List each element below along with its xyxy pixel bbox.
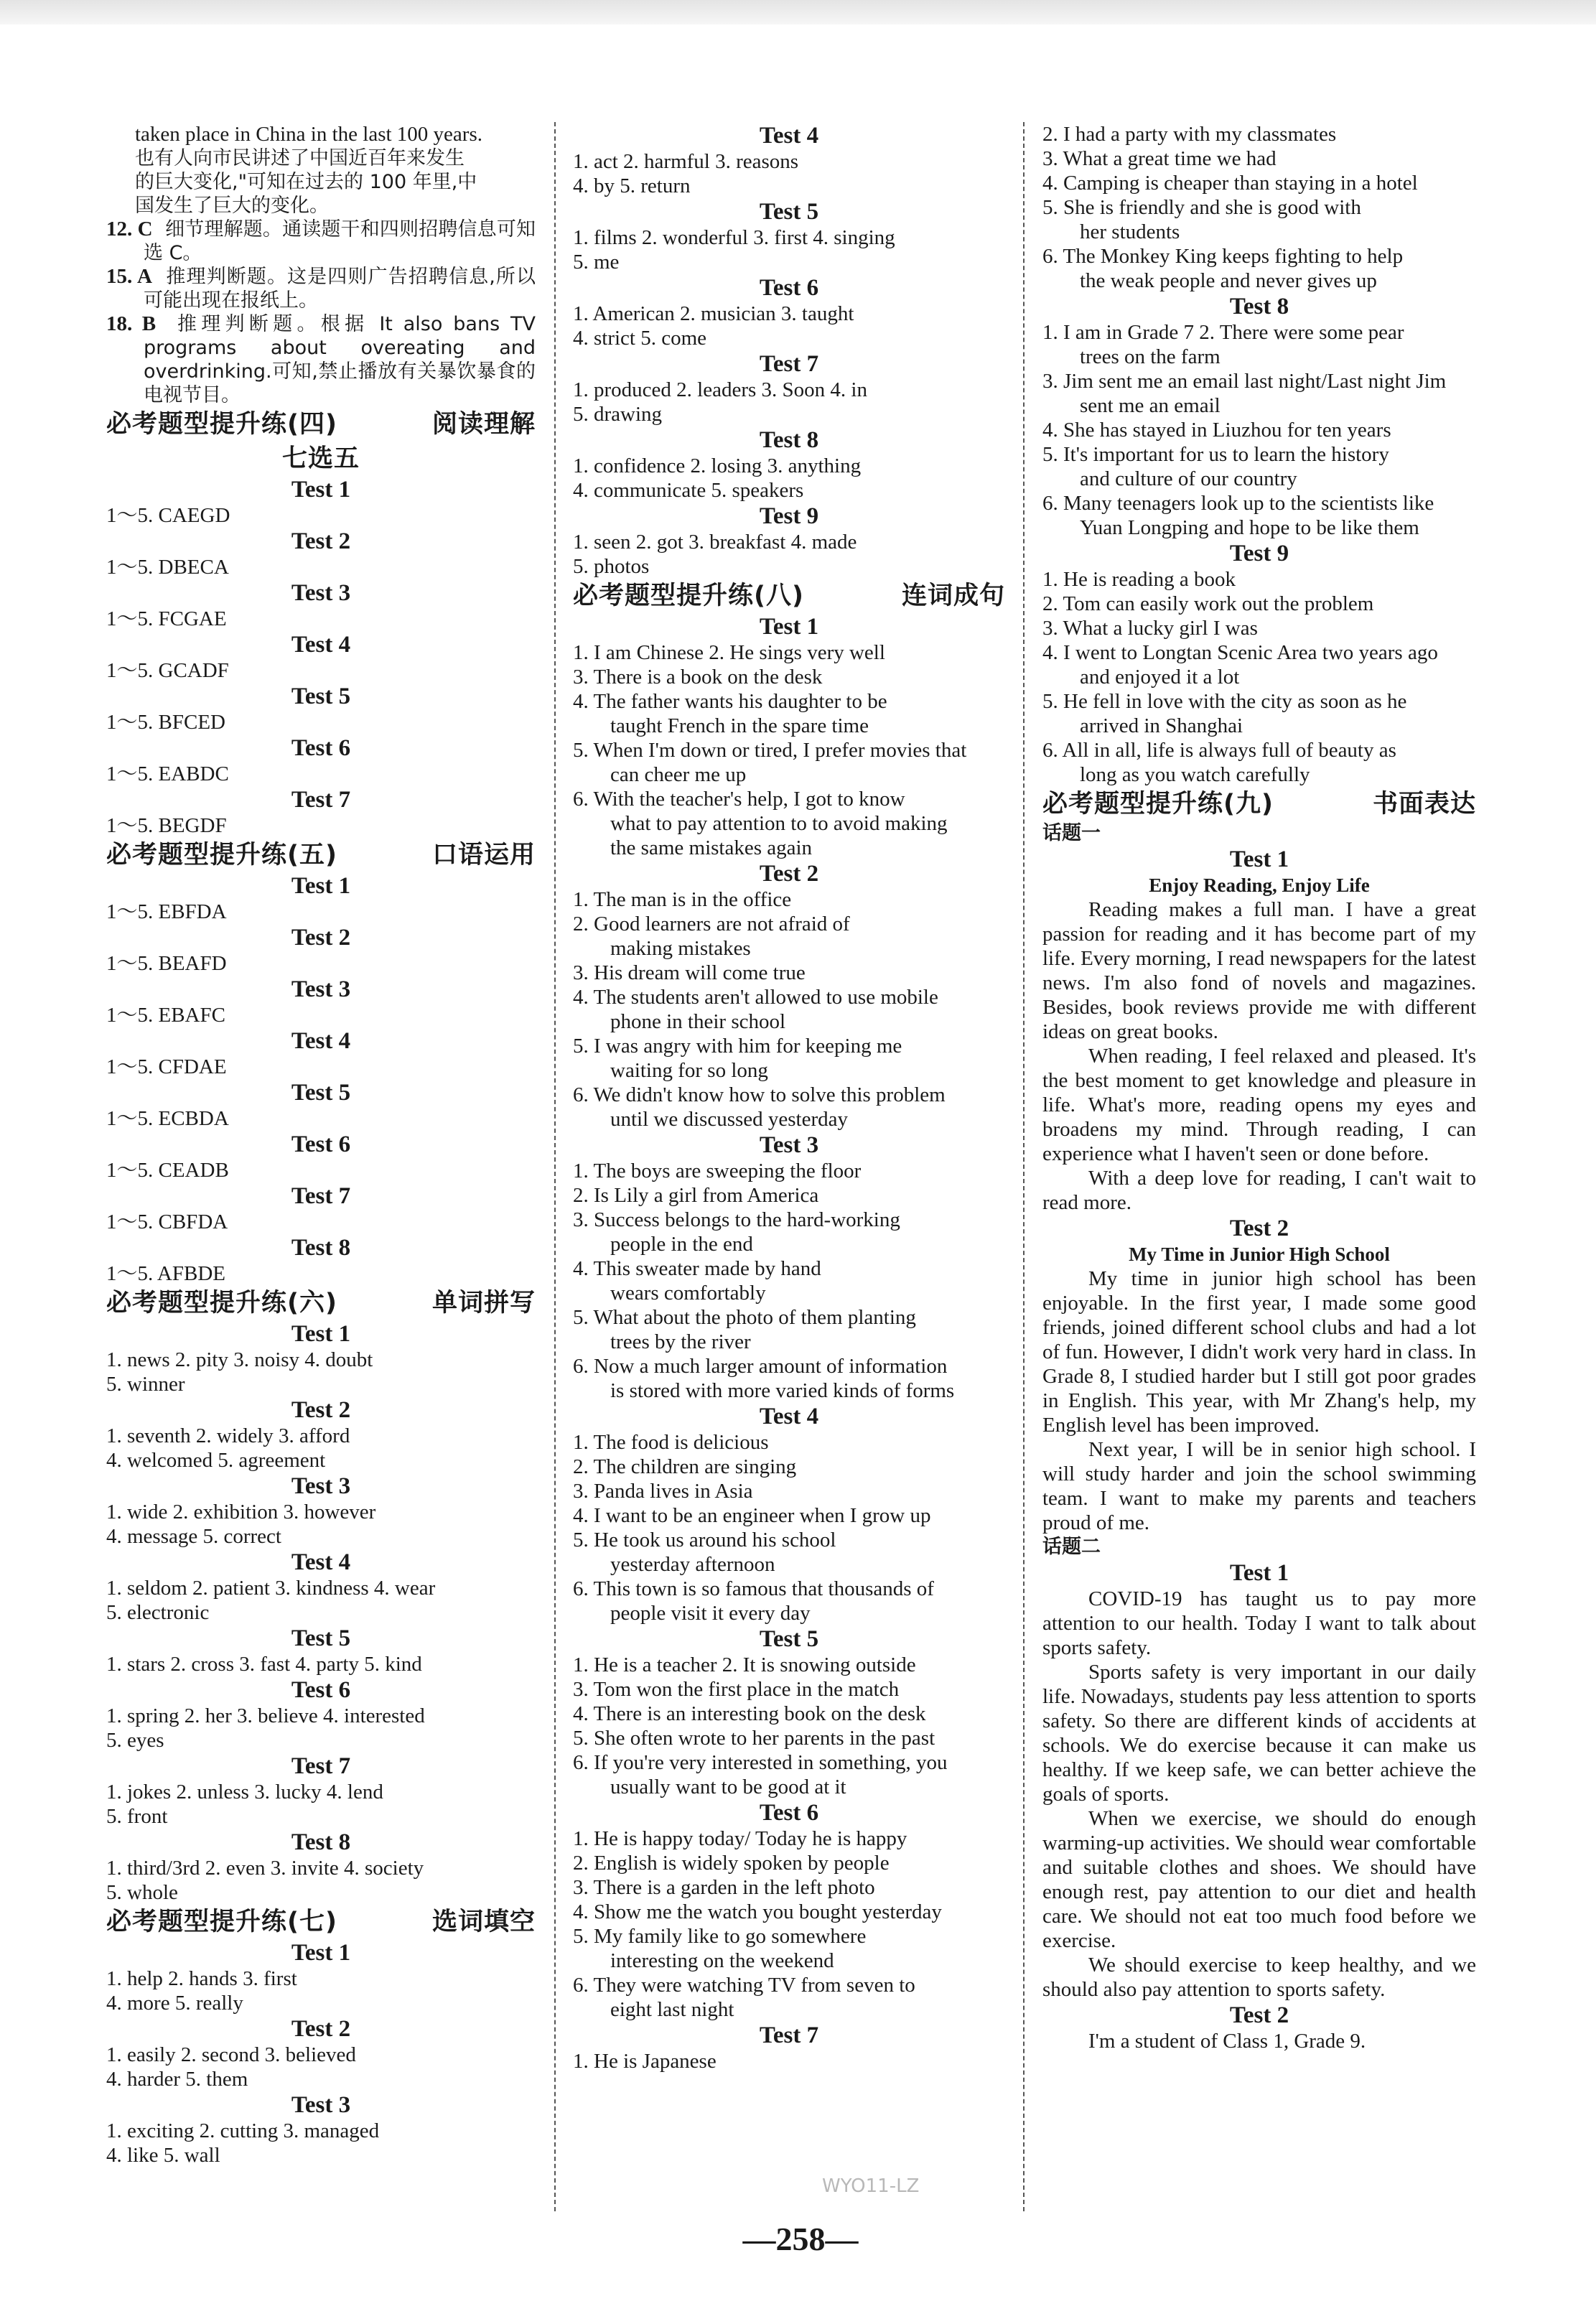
answer-line: 1～5. CFDAE <box>106 1055 227 1078</box>
test-block <box>573 198 1005 274</box>
test-title: Test 2 <box>291 2016 351 2042</box>
explanation-text: 推理判断题。根据 It also bans TV programs about overeating and overdrinking.可知,禁止播放有关暴饮暴食的电视节目。 <box>144 313 536 406</box>
test-block <box>106 786 536 838</box>
section-heading-4 <box>106 407 536 442</box>
test-title: Test 1 <box>291 873 351 899</box>
answer-line: 1. spring 2. her 3. believe 4. interested <box>106 1704 425 1727</box>
test-block <box>573 503 1005 579</box>
answer-line: 5. He took us around his school <box>573 1529 836 1552</box>
test-list <box>106 872 536 1286</box>
answer-line: 4. more 5. really <box>106 1992 243 2015</box>
test-block <box>1042 540 1476 787</box>
answer-line: 2. Tom can easily work out the problem <box>1042 592 1374 615</box>
test-block <box>106 1549 536 1625</box>
answer-line: 1. confidence 2. losing 3. anything <box>573 454 862 477</box>
answer-line: Yuan Longping and hope to be like them <box>1080 516 1419 539</box>
test-block <box>106 1625 536 1676</box>
answer-line: people visit it every day <box>610 1602 811 1625</box>
answer-line: until we discussed yesterday <box>610 1108 849 1131</box>
answer-line: 4. strict 5. come <box>573 327 707 350</box>
test-block <box>106 683 536 734</box>
answer-line: long as you watch carefully <box>1080 763 1310 786</box>
answer-line: her students <box>1080 220 1180 243</box>
test-block <box>106 872 536 924</box>
answer-line: 1. produced 2. leaders 3. Soon 4. in <box>573 378 867 401</box>
test-block <box>106 1676 536 1753</box>
test-block <box>106 1939 536 2015</box>
answer-line: 1. stars 2. cross 3. fast 4. party 5. kind <box>106 1653 422 1676</box>
test-title: Test 7 <box>759 351 819 377</box>
section-heading-main: 必考题型提升练(九) <box>1042 790 1274 818</box>
test-block <box>573 613 1005 860</box>
test-title: Test 6 <box>291 1131 351 1157</box>
answer-line: 1～5. EABDC <box>106 762 229 785</box>
test-title: Test 1 <box>1229 1560 1289 1586</box>
test-title: Test 5 <box>291 1625 351 1651</box>
answer-line: usually want to be good at it <box>610 1776 846 1798</box>
answer-line: making mistakes <box>610 937 751 960</box>
answer-line: 1. The boys are sweeping the floor <box>573 1160 862 1182</box>
section-heading-main: 必考题型提升练(五) <box>106 841 337 869</box>
answer-line: 1～5. GCADF <box>106 659 229 682</box>
answer-line: 1. help 2. hands 3. first <box>106 1967 297 1990</box>
answer-line: 5. electronic <box>106 1601 210 1624</box>
answer-line: wears comfortably <box>610 1282 766 1305</box>
essay-paragraph: COVID-19 has taught us to pay more attention to our health. Today I want to talk about sports safety. <box>1042 1587 1476 1659</box>
answer-line: 3. What a lucky girl I was <box>1042 617 1258 640</box>
test-block <box>573 1403 1005 1625</box>
answer-line: 5. me <box>573 251 620 274</box>
answer-explanation-12 <box>106 218 536 265</box>
test-block <box>106 924 536 976</box>
essay-paragraph: Next year, I will be in senior high school. I will study harder and join the school swimming team. I want to make my parents and teachers proud of me. <box>1042 1438 1476 1534</box>
answer-line: 5. front <box>106 1805 168 1828</box>
test-title: Test 5 <box>291 683 351 709</box>
test-title: Test 5 <box>759 1626 819 1652</box>
answer-line: the same mistakes again <box>610 836 813 859</box>
answer-line: 1. I am in Grade 7 2. There were some pear <box>1042 321 1404 344</box>
essay-body <box>1042 1587 1476 2002</box>
test-title: Test 2 <box>759 861 819 887</box>
answer-line: 1～5. CAEGD <box>106 504 230 527</box>
intro-line-en: taken place in China in the last 100 years. <box>135 123 482 146</box>
answer-line: 1～5. DBECA <box>106 556 229 579</box>
test-title: Test 8 <box>1229 294 1289 319</box>
test-list <box>106 476 536 838</box>
test-title: Test 7 <box>291 1753 351 1779</box>
answer-line: 6. The Monkey King keeps fighting to help <box>1042 245 1404 268</box>
answer-line: trees on the farm <box>1080 345 1221 368</box>
essay-paragraph: We should exercise to keep healthy, and we should also pay attention to sports safety. <box>1042 1954 1476 2001</box>
answer-line: 1. seen 2. got 3. breakfast 4. made <box>573 531 857 554</box>
answer-line: 4. The father wants his daughter to be <box>573 690 887 713</box>
test-block <box>106 1079 536 1131</box>
answer-line: 3. What a great time we had <box>1042 147 1277 170</box>
answer-line: 3. Jim sent me an email last night/Last night Jim <box>1042 370 1447 393</box>
test-title: Test 6 <box>291 1677 351 1703</box>
section-heading-9 <box>1042 787 1476 821</box>
test-block <box>106 1131 536 1182</box>
answer-explanation-15 <box>106 265 536 312</box>
answer-line: 3. There is a garden in the left photo <box>573 1876 875 1899</box>
answer-line: 1. wide 2. exhibition 3. however <box>106 1501 376 1524</box>
answer-line: 4. She has stayed in Liuzhou for ten years <box>1042 419 1391 442</box>
section-heading-sub: 连词成句 <box>901 582 1005 610</box>
test-block <box>106 1473 536 1549</box>
answer-line: 2. The children are singing <box>573 1455 797 1478</box>
answer-line: 1. The food is delicious <box>573 1431 769 1454</box>
answer-line: 4. This sweater made by hand <box>573 1257 821 1280</box>
section-heading-sub: 口语运用 <box>431 841 536 869</box>
answer-line: 3. Panda lives in Asia <box>573 1480 753 1503</box>
section-heading-sub: 阅读理解 <box>431 410 536 439</box>
answer-line: 1～5. CBFDA <box>106 1210 228 1233</box>
test-title: Test 6 <box>759 275 819 301</box>
answer-line: 2. I had a party with my classmates <box>1042 123 1337 146</box>
answer-lead: 18. B <box>106 312 157 335</box>
page-number: —258— <box>742 2221 859 2257</box>
answer-line: 6. This town is so famous that thousands of <box>573 1577 934 1600</box>
answer-line: 1. American 2. musician 3. taught <box>573 302 854 325</box>
test-list <box>573 613 1005 2073</box>
answer-line: 3. There is a book on the desk <box>573 666 823 689</box>
test-block <box>106 1320 536 1396</box>
answer-line: 2. Is Lily a girl from America <box>573 1184 819 1207</box>
test-block <box>106 1829 536 1905</box>
answer-line: 3. Success belongs to the hard-working <box>573 1208 900 1231</box>
scan-watermark: WYO11-LZ <box>822 2175 920 2197</box>
essay-paragraph: When reading, I feel relaxed and pleased. It's the best moment to get knowledge and pleasure in life. What's more, reading opens my eyes and broadens my mind. Through reading, I can experience what I haven't seen or done before. <box>1042 1045 1476 1165</box>
section-heading-sub2: 七选五 <box>281 444 360 473</box>
essay-paragraph: I'm a student of Class 1, Grade 9. <box>1088 2030 1366 2053</box>
answer-line: what to pay attention to to avoid making <box>610 812 948 835</box>
answer-line: 5. It's important for us to learn the history <box>1042 443 1389 466</box>
answer-line: 4. Camping is cheaper than staying in a hotel <box>1042 172 1418 195</box>
answer-line: and enjoyed it a lot <box>1080 666 1240 689</box>
test-title: Test 3 <box>291 1473 351 1499</box>
essay-paragraph: My time in junior high school has been enjoyable. In the first year, I made some good friends, joined different school clubs and had a lot of fun. However, I didn't work very hard in class. In Grade 8, I studied harder but I still got poor grades in English. This year, with Mr Zhang's help, my English level has been improved. <box>1042 1267 1476 1437</box>
answer-line: 4. like 5. wall <box>106 2144 220 2167</box>
answer-line: 4. message 5. correct <box>106 1525 281 1548</box>
answer-line: sent me an email <box>1080 394 1221 417</box>
essay-body <box>1042 1266 1476 1535</box>
answer-line: 5. He fell in love with the city as soon as he <box>1042 690 1407 713</box>
test-title: Test 8 <box>291 1235 351 1261</box>
test-block <box>573 1131 1005 1403</box>
essay-title: Enjoy Reading, Enjoy Life <box>1149 874 1370 896</box>
answer-line: 5. She often wrote to her parents in the past <box>573 1727 935 1750</box>
test-block <box>106 976 536 1027</box>
answer-line: 1. jokes 2. unless 3. lucky 4. lend <box>106 1781 383 1804</box>
answer-lead: 12. C <box>106 218 153 241</box>
answer-explanation-18 <box>106 312 536 407</box>
test-title: Test 4 <box>291 632 351 658</box>
answer-line: 3. His dream will come true <box>573 961 806 984</box>
test-block <box>573 860 1005 1131</box>
test-title: Test 4 <box>759 123 819 149</box>
answer-line: yesterday afternoon <box>610 1553 775 1576</box>
test-block <box>573 122 1005 198</box>
section-heading-main: 必考题型提升练(八) <box>573 582 804 610</box>
section-heading-8 <box>573 579 1005 613</box>
answer-line: 4. I want to be an engineer when I grow up <box>573 1504 931 1527</box>
answer-line: 5. winner <box>106 1373 185 1396</box>
section-heading-5 <box>106 838 536 872</box>
answer-line: interesting on the weekend <box>610 1949 834 1972</box>
answer-line: 5. I was angry with him for keeping me <box>573 1035 902 1058</box>
test-title: Test 4 <box>291 1028 351 1054</box>
test-list <box>106 1320 536 1905</box>
test-title: Test 3 <box>759 1132 819 1158</box>
answer-line: 1. films 2. wonderful 3. first 4. singing <box>573 226 895 249</box>
test-title: Test 2 <box>291 528 351 554</box>
answer-line: 1～5. BEAFD <box>106 952 227 975</box>
answer-line: 6. All in all, life is always full of beauty as <box>1042 739 1396 762</box>
answer-line: 6. We didn't know how to solve this problem <box>573 1083 946 1106</box>
test-block <box>106 1234 536 1286</box>
test-block <box>106 476 536 528</box>
answer-line: people in the end <box>610 1233 753 1256</box>
intro-line-cn: 的巨大变化,"可知在过去的 100 年里,中 <box>135 171 477 193</box>
answer-line: 1. seventh 2. widely 3. afford <box>106 1424 350 1447</box>
test-block <box>106 1027 536 1079</box>
answer-line: 1. He is happy today/ Today he is happy <box>573 1827 907 1850</box>
section-heading-6 <box>106 1286 536 1320</box>
test-title: Test 9 <box>1229 541 1289 566</box>
test-block <box>106 528 536 579</box>
answer-line: 5. whole <box>106 1881 178 1904</box>
answer-line: 4. welcomed 5. agreement <box>106 1449 326 1472</box>
section-heading-sub: 书面表达 <box>1372 790 1476 818</box>
test-title: Test 7 <box>291 787 351 813</box>
test-title: Test 1 <box>291 477 351 503</box>
answer-line: the weak people and never gives up <box>1080 269 1377 292</box>
topic-label: 话题二 <box>1042 1536 1101 1558</box>
test-block <box>573 1625 1005 1799</box>
test-title: Test 5 <box>759 199 819 225</box>
answer-line: 1～5. AFBDE <box>106 1262 225 1285</box>
test-title: Test 2 <box>291 925 351 951</box>
test-block <box>106 2091 536 2168</box>
answer-line: 4. harder 5. them <box>106 2068 248 2091</box>
section-heading-7 <box>106 1905 536 1939</box>
answer-line: 1. exciting 2. cutting 3. managed <box>106 2119 380 2142</box>
answer-line: arrived in Shanghai <box>1080 714 1243 737</box>
intro-line-cn: 也有人向市民讲述了中国近百年来发生 <box>135 147 465 169</box>
section-heading-main: 必考题型提升练(四) <box>106 410 337 439</box>
section-heading-sub: 单词拼写 <box>431 1289 536 1317</box>
test-title: Test 8 <box>759 427 819 453</box>
answer-line: 6. Now a much larger amount of information <box>573 1355 948 1378</box>
answer-line: eight last night <box>610 1998 734 2021</box>
intro-line-cn: 国发生了巨大的变化。 <box>135 195 329 217</box>
test-list <box>1042 293 1476 787</box>
answer-line: 5. drawing <box>573 403 663 426</box>
column-left <box>106 122 536 2168</box>
answer-line: waiting for so long <box>610 1059 768 1082</box>
test-block <box>573 426 1005 503</box>
answer-line: 1～5. ECBDA <box>106 1107 229 1130</box>
test-block <box>573 2022 1005 2073</box>
answer-line: 2. English is widely spoken by people <box>573 1852 890 1875</box>
answer-line: 3. Tom won the first place in the match <box>573 1678 900 1701</box>
column-divider-right <box>1023 122 1025 2211</box>
answer-line: 1. seldom 2. patient 3. kindness 4. wear <box>106 1577 436 1600</box>
essay-body <box>1042 897 1476 1215</box>
answer-line: 1～5. FCGAE <box>106 607 227 630</box>
answer-line: and culture of our country <box>1080 467 1297 490</box>
test-block <box>573 1799 1005 2022</box>
answer-line: 6. Many teenagers look up to the scientists like <box>1042 492 1434 515</box>
column-divider-left <box>554 122 556 2211</box>
test-title: Test 4 <box>291 1549 351 1575</box>
test-title: Test 1 <box>291 1940 351 1966</box>
essay-paragraph: With a deep love for reading, I can't wait to read more. <box>1042 1167 1476 1214</box>
answer-line: 4. communicate 5. speakers <box>573 479 804 502</box>
answer-line: is stored with more varied kinds of forms <box>610 1379 955 1402</box>
top-scan-band <box>0 0 1596 24</box>
essay-paragraph: When we exercise, we should do enough warming-up activities. We should wear comfortable and suitable clothes and shoes. We should have enough rest, pay attention to our diet and health care. We should not eat too much food before we exercise. <box>1042 1807 1476 1952</box>
test-title: Test 6 <box>291 735 351 761</box>
column-right <box>1042 122 1476 2053</box>
section-heading-main: 必考题型提升练(六) <box>106 1289 337 1317</box>
test-list <box>573 122 1005 579</box>
test-title: Test 2 <box>1229 2002 1289 2028</box>
test-title: Test 3 <box>291 976 351 1002</box>
test-block <box>106 1182 536 1234</box>
test-title: Test 3 <box>291 580 351 606</box>
test-title: Test 7 <box>291 1183 351 1209</box>
test-title: Test 3 <box>291 2092 351 2118</box>
test-block <box>1042 293 1476 540</box>
answer-line: 1. act 2. harmful 3. reasons <box>573 150 799 173</box>
answer-line: 5. eyes <box>106 1729 164 1752</box>
answer-line: 5. What about the photo of them planting <box>573 1306 916 1329</box>
answer-line: 4. The students aren't allowed to use mobile <box>573 986 938 1009</box>
answer-line: 2. Good learners are not afraid of <box>573 913 850 935</box>
answer-line: 1. third/3rd 2. even 3. invite 4. society <box>106 1857 424 1880</box>
answer-line: 1～5. CEADB <box>106 1159 229 1182</box>
answer-line: 1. news 2. pity 3. noisy 4. doubt <box>106 1348 373 1371</box>
answer-line: 1～5. EBFDA <box>106 900 227 923</box>
essay-paragraph: Sports safety is very important in our daily life. Nowadays, students pay less attention to sports safety. So there are different kinds of accidents at schools. We do exercise because it can make us healthy. If we keep safe, we can better achieve the goals of sports. <box>1042 1661 1476 1806</box>
answer-line: 4. by 5. return <box>573 174 691 197</box>
answer-line: 1～5. BFCED <box>106 711 225 734</box>
answer-line: 1～5. EBAFC <box>106 1004 225 1027</box>
test-title: Test 1 <box>759 614 819 640</box>
answer-line: 4. There is an interesting book on the desk <box>573 1702 926 1725</box>
answer-lead: 15. A <box>106 265 152 288</box>
test-list <box>106 1939 536 2168</box>
test-title: Test 9 <box>759 503 819 529</box>
answer-line: 1. He is reading a book <box>1042 568 1236 591</box>
test-title: Test 4 <box>759 1404 819 1429</box>
test-block <box>106 631 536 683</box>
answer-line: 5. When I'm down or tired, I prefer movies that <box>573 739 967 762</box>
answer-line: can cheer me up <box>610 763 747 786</box>
answer-line: 6. They were watching TV from seven to <box>573 1974 915 1997</box>
test-title: Test 1 <box>291 1321 351 1347</box>
answer-line: 5. My family like to go somewhere <box>573 1925 867 1948</box>
test-title: Test 2 <box>291 1397 351 1423</box>
test-title: Test 7 <box>759 2022 819 2048</box>
test-block <box>106 1753 536 1829</box>
test-title: Test 2 <box>1229 1216 1289 1241</box>
answer-line: 1. I am Chinese 2. He sings very well <box>573 641 885 664</box>
essay-paragraph: Reading makes a full man. I have a great passion for reading and it has become part of my life. Every morning, I read newspapers for the latest news. I'm also fond of novels and magazines. Besides, book reviews provide me with different ideas on great books. <box>1042 898 1476 1043</box>
explanation-text: 推理判断题。这是四则广告招聘信息,所以可能出现在报纸上。 <box>144 266 536 312</box>
test-title: Test 1 <box>1229 846 1289 872</box>
answer-line: 4. I went to Longtan Scenic Area two years ago <box>1042 641 1438 664</box>
test-block <box>106 2015 536 2091</box>
answer-line: 6. With the teacher's help, I got to know <box>573 788 905 811</box>
test-block <box>106 734 536 786</box>
answer-line: trees by the river <box>610 1330 751 1353</box>
answer-line: taught French in the spare time <box>610 714 869 737</box>
column-middle <box>573 122 1005 2073</box>
essay-title: My Time in Junior High School <box>1129 1244 1390 1265</box>
section-heading-sub: 选词填空 <box>431 1908 536 1936</box>
answer-line: 1. The man is in the office <box>573 888 792 911</box>
section-heading-main: 必考题型提升练(七) <box>106 1908 337 1936</box>
test-block <box>106 579 536 631</box>
answer-line: 5. She is friendly and she is good with <box>1042 196 1361 219</box>
test-block <box>573 274 1005 350</box>
explanation-text: 细节理解题。通读题干和四则招聘信息可知选 C。 <box>144 218 536 264</box>
topic-label: 话题一 <box>1042 822 1101 844</box>
answer-line: 1. easily 2. second 3. believed <box>106 2043 356 2066</box>
test-title: Test 6 <box>759 1800 819 1826</box>
answer-line: 1～5. BEGDF <box>106 814 227 837</box>
answer-line: 1. He is a teacher 2. It is snowing outside <box>573 1653 916 1676</box>
continued-answers <box>1042 122 1476 293</box>
test-title: Test 5 <box>291 1080 351 1106</box>
answer-line: 4. Show me the watch you bought yesterday <box>573 1900 942 1923</box>
test-title: Test 8 <box>291 1829 351 1855</box>
test-block <box>106 1396 536 1473</box>
test-block <box>573 350 1005 426</box>
answer-line: phone in their school <box>610 1010 786 1033</box>
answer-line: 1. He is Japanese <box>573 2050 717 2073</box>
answer-line: 6. If you're very interested in something, you <box>573 1751 948 1774</box>
answer-line: 5. photos <box>573 555 650 578</box>
